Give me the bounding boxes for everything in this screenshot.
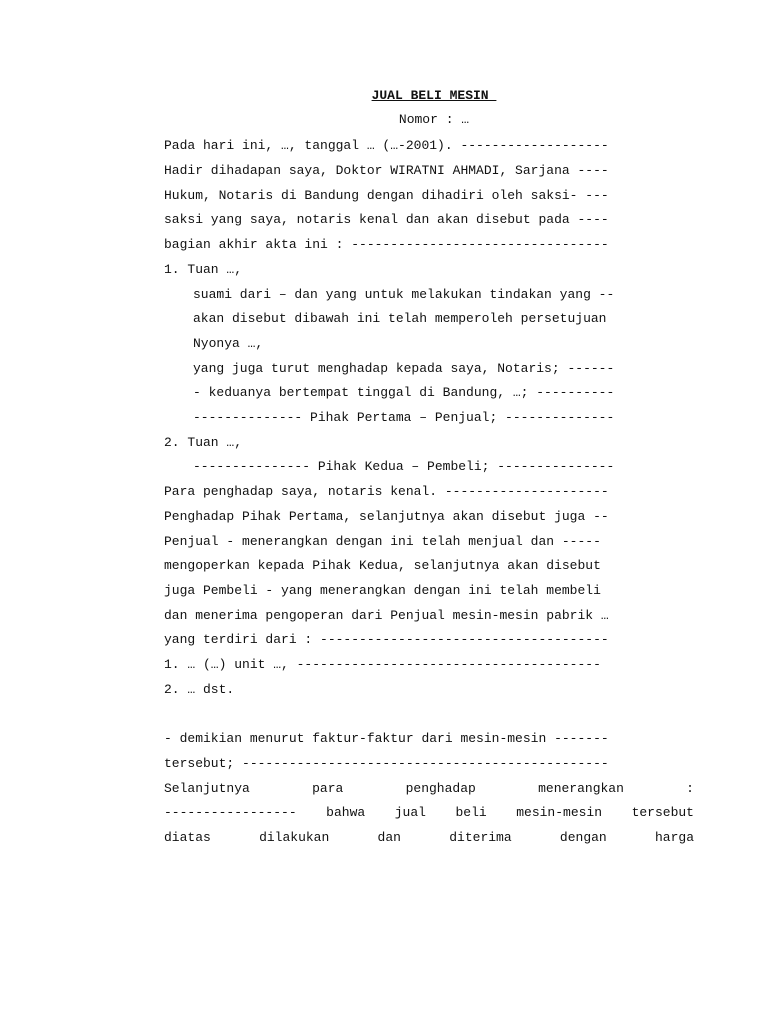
machine-list-item: 1. … (…) unit …, --------------------------------------- — [164, 657, 601, 672]
document-title: JUAL BELI MESIN — [371, 88, 497, 103]
party1-line: - keduanya bertempat tinggal di Bandung, …; ---------- — [193, 385, 615, 400]
body-line: juga Pembeli - yang menerangkan dengan ini telah membeli — [164, 583, 601, 598]
party2-role: --------------- Pihak Kedua – Pembeli; --------------- — [193, 459, 615, 474]
closing-line: tersebut; ----------------------------------------------- — [164, 756, 609, 771]
party1-role: -------------- Pihak Pertama – Penjual; -------------- — [193, 410, 615, 425]
body-line: Penjual - menerangkan dengan ini telah menjual dan ----- — [164, 534, 601, 549]
closing-line: ----------------- bahwa jual beli mesin-mesin tersebut — [164, 805, 694, 820]
closing-line: diatas dilakukan dan diterima dengan harga — [164, 830, 694, 845]
party1-heading: 1. Tuan …, — [164, 262, 243, 277]
opening-line: Hadir dihadapan saya, Doktor WIRATNI AHMADI, Sarjana ---- — [164, 163, 609, 178]
body-line: Para penghadap saya, notaris kenal. --------------------- — [164, 484, 609, 499]
party1-line: Nyonya …, — [193, 336, 264, 351]
party1-line: akan disebut dibawah ini telah memperoleh persetujuan — [193, 311, 607, 326]
closing-line: Selanjutnya para penghadap menerangkan : — [164, 781, 694, 796]
opening-line: Hukum, Notaris di Bandung dengan dihadiri oleh saksi- --- — [164, 188, 609, 203]
body-line: mengoperkan kepada Pihak Kedua, selanjutnya akan disebut — [164, 558, 601, 573]
closing-line: - demikian menurut faktur-faktur dari mesin-mesin ------- — [164, 731, 609, 746]
opening-line: bagian akhir akta ini : --------------------------------- — [164, 237, 609, 252]
document-number: Nomor : … — [398, 112, 470, 127]
body-line: dan menerima pengoperan dari Penjual mesin-mesin pabrik … — [164, 608, 609, 623]
body-line: Penghadap Pihak Pertama, selanjutnya akan disebut juga -- — [164, 509, 609, 524]
opening-line: saksi yang saya, notaris kenal dan akan disebut pada ---- — [164, 212, 609, 227]
party2-heading: 2. Tuan …, — [164, 435, 243, 450]
opening-line: Pada hari ini, …, tanggal … (…-2001). ------------------- — [164, 138, 609, 153]
party1-line: yang juga turut menghadap kepada saya, Notaris; ------ — [193, 361, 615, 376]
party1-line: suami dari – dan yang untuk melakukan tindakan yang -- — [193, 287, 615, 302]
machine-list-item: 2. … dst. — [164, 682, 235, 697]
body-line: yang terdiri dari : ------------------------------------- — [164, 632, 609, 647]
